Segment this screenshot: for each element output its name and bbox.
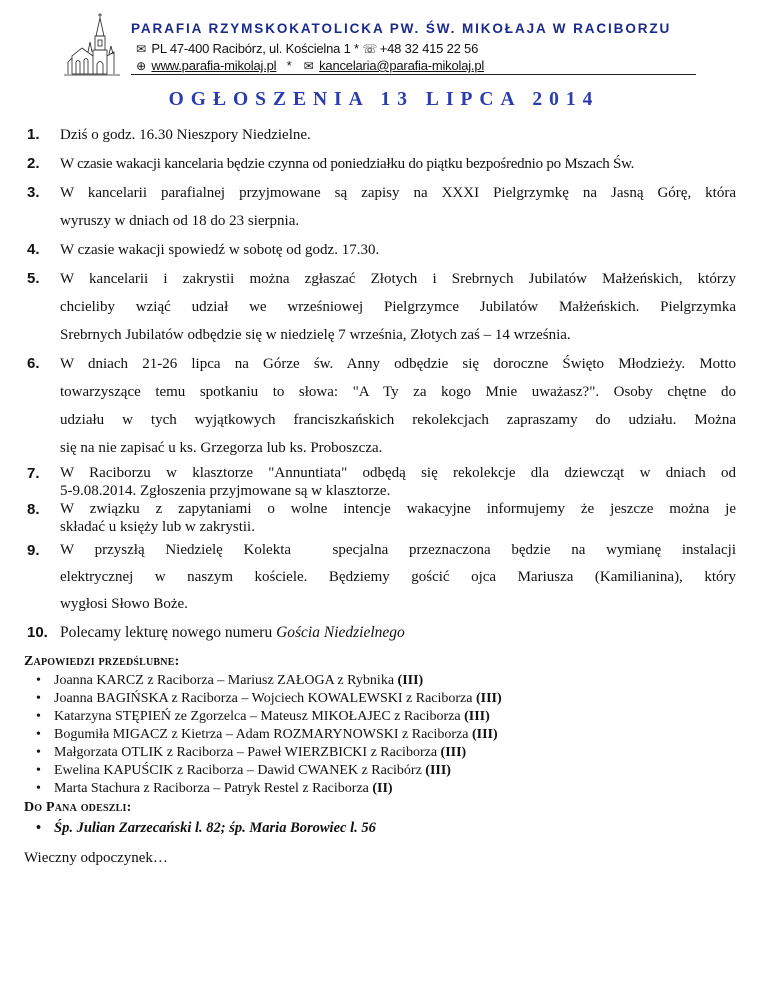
parish-address: PL 47-400 Racibórz, ul. Kościelna 1 * <box>151 41 359 56</box>
item-line: W dniach 21-26 lipca na Górze św. Anny odbędzie się doroczne Święto Młodzieży. Motto <box>60 356 736 372</box>
item-line: W czasie wakacji kancelaria będzie czynna od poniedziałku do piątku bezpośrednio po Mszach Św. <box>60 156 635 172</box>
announcement-item <box>24 265 736 349</box>
list-item <box>36 708 724 726</box>
envelope-icon: ✉ <box>136 42 146 56</box>
item-line: składać u księży lub w zakrystii. <box>60 518 255 535</box>
announcement-item <box>24 350 736 462</box>
announcement-item <box>24 179 736 235</box>
couple-names: Joanna KARCZ z Raciborza – Mariusz ZAŁOGA z Rybnika <box>54 673 398 688</box>
mail-icon: ✉ <box>303 59 314 73</box>
contact-line-web <box>134 58 484 73</box>
magazine-title: Gościa Niedzielnego <box>276 624 405 641</box>
couple-names: Marta Stachura z Raciborza – Patryk Restel z Raciborza <box>54 781 373 796</box>
announcement-item <box>24 236 736 264</box>
item-number: 8. <box>27 501 40 518</box>
deceased-heading: Do Pana odeszli: <box>24 800 132 815</box>
bullet-icon: • <box>36 763 41 778</box>
list-item <box>36 762 724 780</box>
email-link[interactable]: kancelaria@parafia-mikolaj.pl <box>319 58 485 73</box>
contact-line-address <box>134 41 478 56</box>
banns-count: (III) <box>476 691 502 706</box>
list-item <box>36 819 724 838</box>
list-item <box>36 744 724 762</box>
item-number: 2. <box>27 155 40 172</box>
item-number: 1. <box>27 126 40 143</box>
church-logo <box>62 12 124 76</box>
bullet-icon: • <box>36 820 42 836</box>
banns-list <box>24 672 724 798</box>
list-item <box>36 690 724 708</box>
couple-names: Ewelina KAPUŚCIK z Raciborza – Dawid CWANEK z Racibórz <box>54 763 426 778</box>
bullet-icon: • <box>36 781 41 796</box>
banns-heading: Zapowiedzi przedślubne: <box>24 654 180 669</box>
item-line: W Raciborzu w klasztorze "Annuntiata" odbędą się rekolekcje dla dziewcząt w dniach od <box>60 465 736 481</box>
bullet-icon: • <box>36 745 41 760</box>
announcement-item <box>24 537 736 618</box>
item-line: Dziś o godz. 16.30 Nieszpory Niedzielne. <box>60 127 311 143</box>
banns-count: (III) <box>440 745 467 760</box>
list-item <box>36 672 724 690</box>
closing-prayer: Wieczny odpoczynek… <box>24 850 168 866</box>
announcement-item <box>24 501 736 536</box>
parish-phone: +48 32 415 22 56 <box>379 41 479 56</box>
announcement-item <box>24 619 736 647</box>
item-number: 4. <box>27 241 40 258</box>
item-number: 5. <box>27 270 40 287</box>
globe-icon: ⊕ <box>136 59 146 73</box>
banns-count: (III) <box>425 763 451 778</box>
telephone-icon: ☏ <box>362 42 378 56</box>
item-text: Polecamy lekturę nowego numeru <box>60 624 277 641</box>
announcement-item <box>24 150 736 178</box>
item-number: 9. <box>27 542 40 559</box>
item-line: chcieliby wziąć udział we wrześniowej Pielgrzymce Jubilatów Małżeńskich. Pielgrzymka <box>60 299 736 315</box>
list-item <box>36 780 724 798</box>
item-line: W czasie wakacji spowiedź w sobotę od godz. 17.30. <box>60 242 380 258</box>
item-line: W kancelarii parafialnej przyjmowane są zapisy na XXXI Pielgrzymkę na Jasną Górę, która <box>60 185 736 201</box>
parish-name: PARAFIA RZYMSKOKATOLICKA PW. ŚW. MIKOŁAJA W RACIBORZU <box>131 21 672 36</box>
item-number: 3. <box>27 184 40 201</box>
banns-count: (II) <box>372 781 393 796</box>
bullet-icon: • <box>36 673 41 688</box>
item-line: W przyszłą Niedzielę Kolekta specjalna przeznaczona będzie na wymianę instalacji <box>60 542 736 558</box>
deceased-list <box>24 819 724 838</box>
announcement-item <box>24 121 736 149</box>
couple-names: Bogumiła MIGACZ z Kietrza – Adam ROZMARYNOWSKI z Raciborza <box>54 727 472 742</box>
header-divider <box>131 74 696 75</box>
bullet-icon: • <box>36 727 41 742</box>
couple-names: Katarzyna STĘPIEŃ ze Zgorzelca – Mateusz MIKOŁAJEC z Raciborza <box>54 709 465 724</box>
item-line: Srebrnych Jubilatów odbędzie się w niedzielę 7 września, Złotych zaś – 14 września. <box>60 327 571 343</box>
item-line <box>60 619 736 647</box>
separator: * <box>286 58 292 73</box>
item-line: wyruszy w dniach od 18 do 23 sierpnia. <box>60 213 300 229</box>
item-line: W związku z zapytaniami o wolne intencje wakacyjne informujemy że jeszcze można je <box>60 501 736 517</box>
couple-names: Joanna BAGIŃSKA z Raciborza – Wojciech KOWALEWSKI z Raciborza <box>54 691 476 706</box>
announcements-list <box>24 121 736 648</box>
item-number: 6. <box>27 355 40 372</box>
item-line: 5-9.08.2014. Zgłoszenia przyjmowane są w klasztorze. <box>60 482 391 499</box>
banns-count: (III) <box>471 727 498 742</box>
list-item <box>36 726 724 744</box>
item-number: 7. <box>27 465 40 482</box>
banns-count: (III) <box>397 673 424 688</box>
banns-section <box>24 654 724 798</box>
item-line: W kancelarii i zakrystii można zgłaszać Złotych i Srebrnych Jubilatów Małżeńskich, którzy <box>60 271 736 287</box>
item-line: elektrycznej w naszym kościele. Będziemy gościć ojca Mariusza (Kamilianina), który <box>60 569 736 585</box>
item-line: się na nie zapisać u ks. Grzegorza lub ks. Proboszcza. <box>60 440 383 456</box>
website-link[interactable]: www.parafia-mikolaj.pl <box>151 58 277 73</box>
announcement-item <box>24 465 736 500</box>
banns-count: (III) <box>464 709 490 724</box>
item-line: wygłosi Słowo Boże. <box>60 596 188 612</box>
deceased-section <box>24 800 724 838</box>
item-line: udziału w tych wyjątkowych franciszkańskich rekolekcjach zapraszamy do udziału. Można <box>60 412 736 428</box>
page-title: OGŁOSZENIA 13 LIPCA 2014 <box>168 89 600 110</box>
couple-names: Małgorzata OTLIK z Raciborza – Paweł WIERZBICKI z Raciborza <box>54 745 441 760</box>
item-number: 10. <box>27 624 48 641</box>
deceased-names: Śp. Julian Zarzecański l. 82; śp. Maria Borowiec l. 56 <box>54 820 376 836</box>
bullet-icon: • <box>36 691 41 706</box>
item-line: towarzyszące temu spotkaniu to słowa: "A Ty za kogo Mnie uważasz?". Osoby chętne do <box>60 384 736 400</box>
bullet-icon: • <box>36 709 41 724</box>
